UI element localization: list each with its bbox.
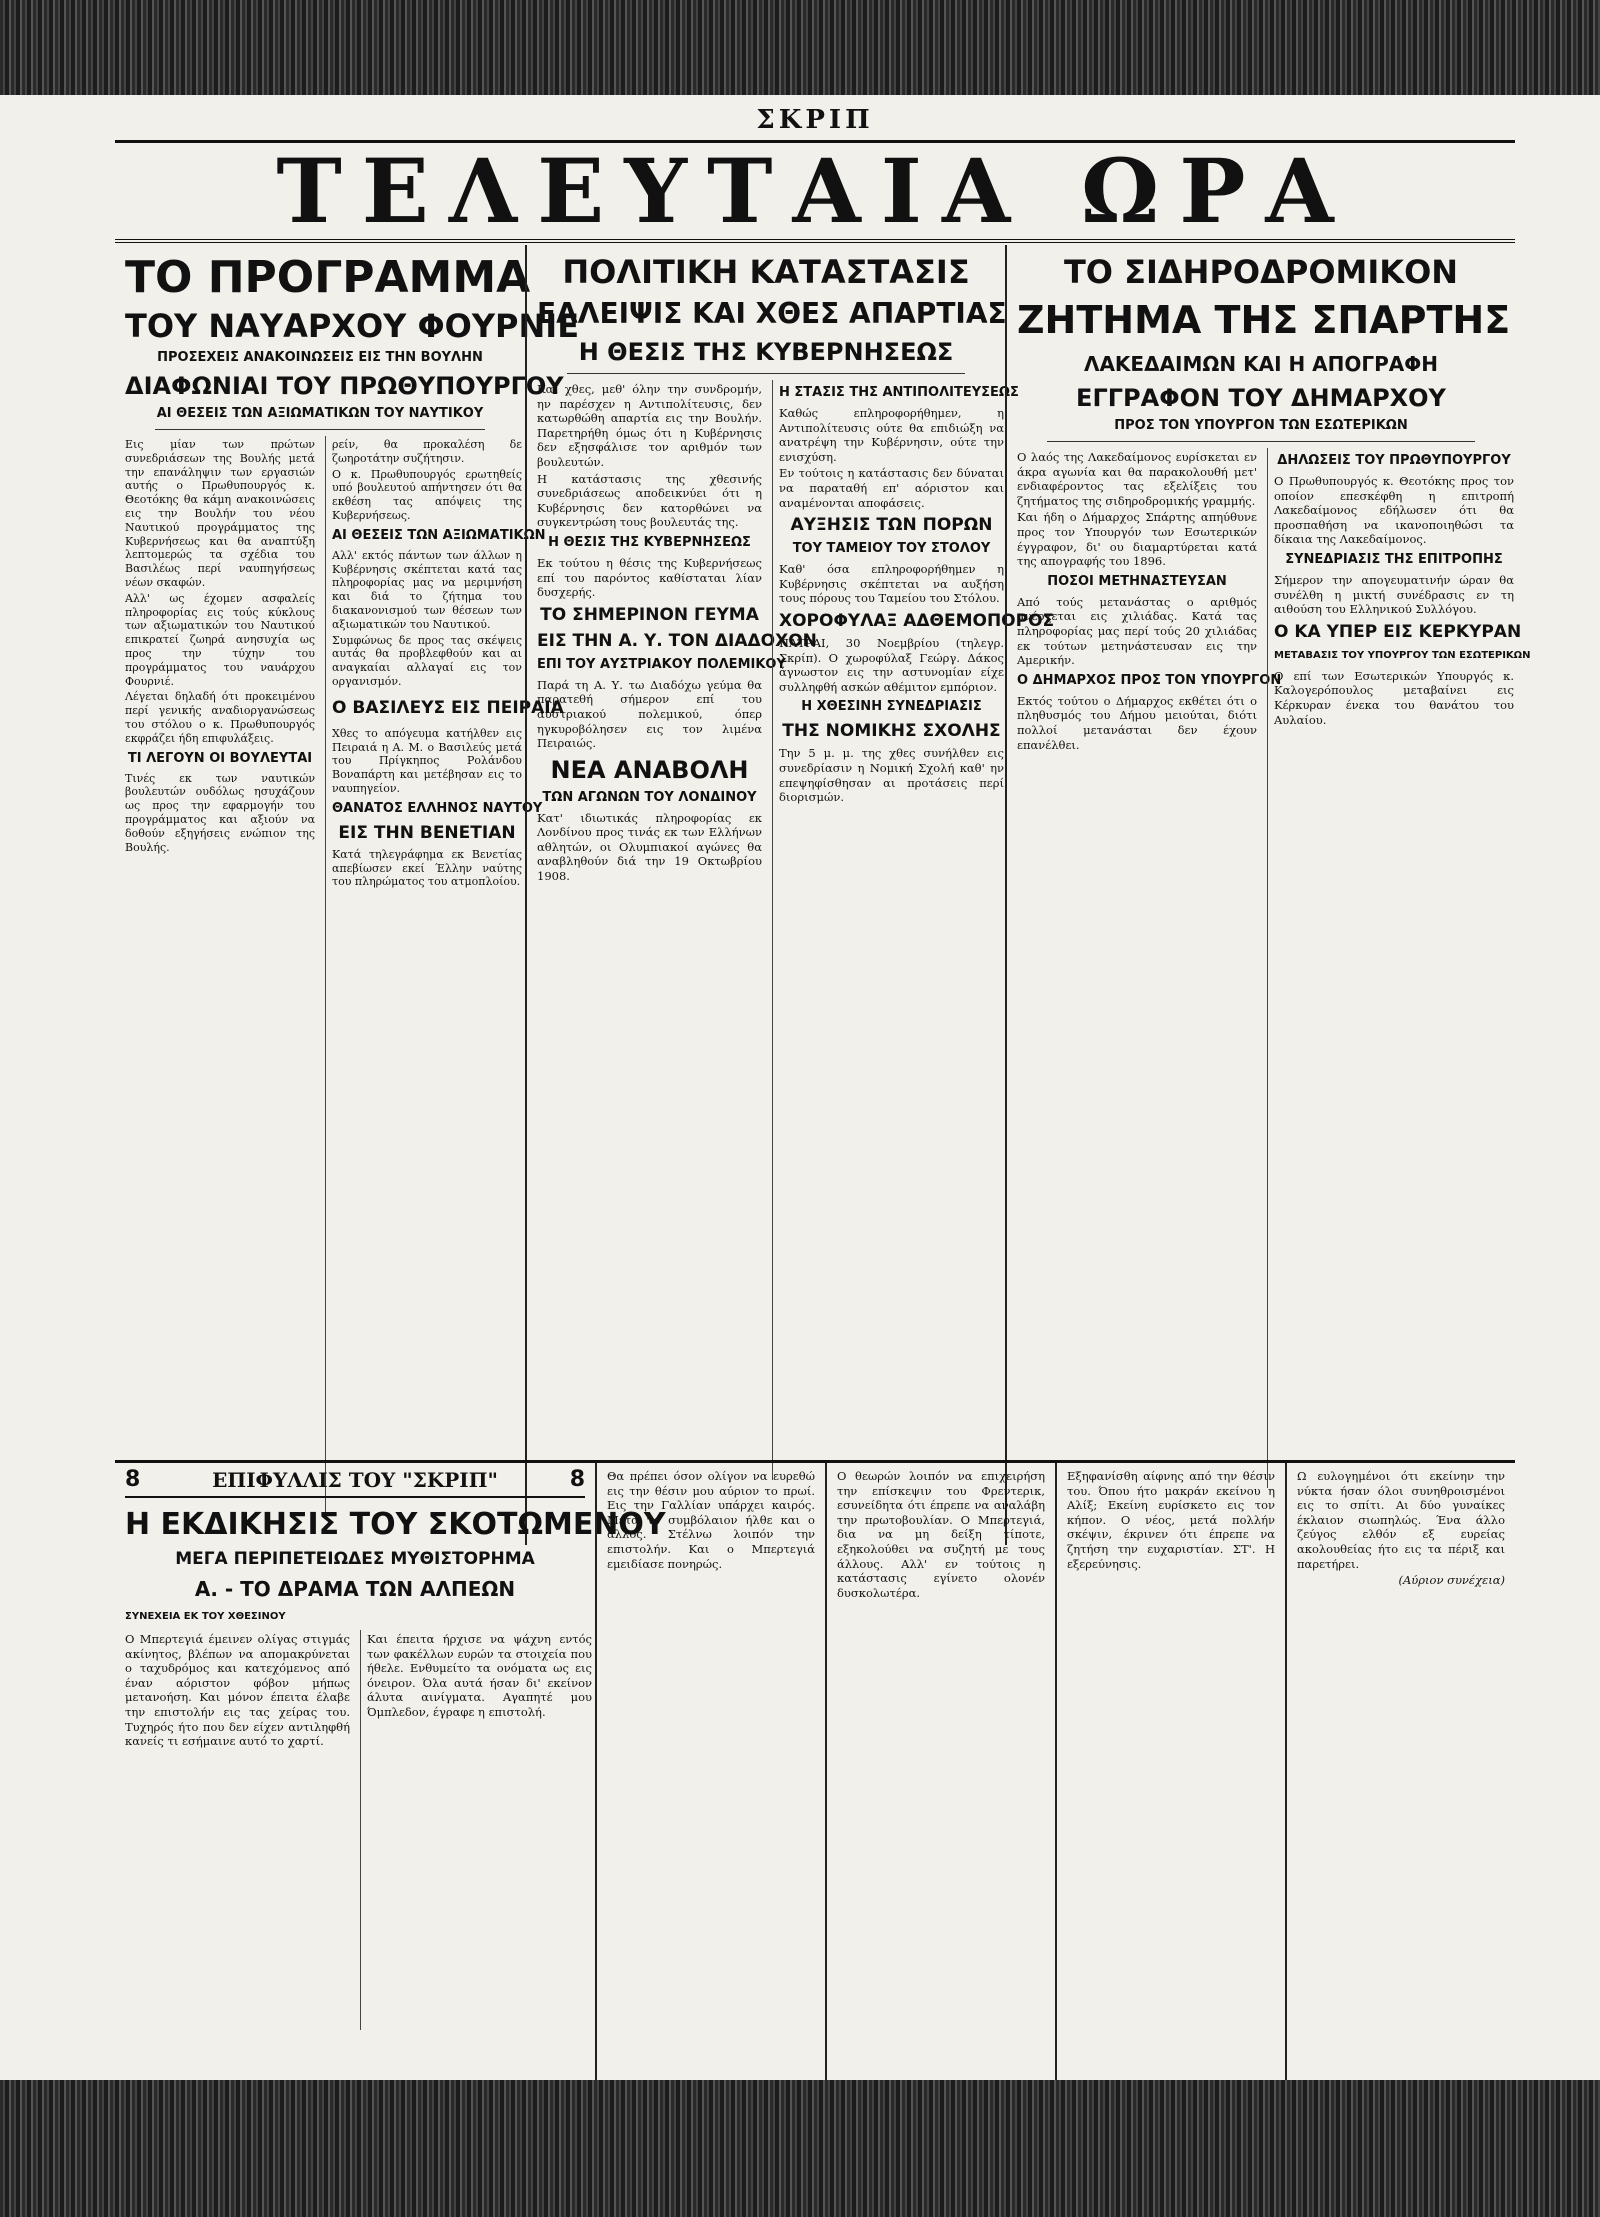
- subheadline: ΜΕΤΑΒΑΣΙΣ ΤΟΥ ΥΠΟΥΡΓΟΥ ΤΩΝ ΕΣΩΤΕΡΙΚΩΝ: [1274, 649, 1531, 661]
- feuilleton-column: [1055, 1463, 1285, 2083]
- feuilleton-title-column: [115, 1463, 666, 2083]
- novel-paragraph: Ο Μπερτεγιά έμεινεν ολίγας στιγμάς ακίνητος, βλέπων να απομακρύνεται ο ταχυδρόμος και κατεχόμενος από έναν αόριστον φόβον μήπως μετανοήση. Και μόνον έπειτα έλαβε την επιστολήν εις τας χείρας του. Τυχηρός ήτο που δεν είχεν αντιληφθή κανείς τι εσήμαινε αυτό το χαρτί.: [125, 1632, 350, 1749]
- article-paragraph: Αλλ' ως έχομεν ασφαλείς πληροφορίας εις τούς κύκλους των αξιωματικών του Ναυτικού επικρατεί ζωηρά ανησυχία ως προς την τύχην του προγράμματος του ναυάρχου Φουρνιέ.: [125, 591, 315, 688]
- novel-part: Α. - ΤΟ ΔΡΑΜΑ ΤΩΝ ΑΛΠΕΩΝ: [194, 1577, 516, 1601]
- continuation-note: ΣΥΝΕΧΕΙΑ ΕΚ ΤΟΥ ΧΘΕΣΙΝΟΥ: [125, 1611, 286, 1622]
- headline: ΘΑΝΑΤΟΣ ΕΛΛΗΝΟΣ ΝΑΥΤΟΥ: [332, 800, 543, 816]
- novel-paragraph: Και έπειτα ήρχισε να ψάχνη εντός των φακέλλων ευρών τα στοιχεία που ήθελε. Ενθυμείτο τα ονόματα ως εις όνειρον. Όλα αυτά ήσαν δι' εκείνον άλυτα αινίγματα. Αγαπητέ μου Όμπλεδον, έγραφε η επιστολή.: [367, 1632, 592, 1719]
- subheadline: ΑΙ ΘΕΣΕΙΣ ΤΩΝ ΑΞΙΩΜΑΤΙΚΩΝ ΤΟΥ ΝΑΥΤΙΚΟΥ: [156, 406, 484, 421]
- continuation-footer: (Αύριον συνέχεια): [1398, 1573, 1505, 1588]
- column-sparta: [1005, 245, 1531, 1545]
- column-fournier: [115, 245, 580, 1545]
- novel-paragraph: Εξηφανίσθη αίφνης από την θέσιν του. Όπου ήτο μακράν εκείνου η Αλίξ; Εκείνη ευρίσκετο εις τον κήπον. Ο νέος, μετά πολλήν σκέψιν, έκρινεν ότι έπρεπε να ζητήση την ευχαριστίαν. ΣΤ'. Η εξερεύνησις.: [1067, 1469, 1275, 1571]
- article-paragraph: Κατ' ιδιωτικάς πληροφορίας εκ Λονδίνου προς τινάς εκ των Ελλήνων αθλητών, οι Ολυμπιακοί αγώνες θα αναβληθούν διά την 19 Οκτωβρίου 1908.: [537, 810, 762, 884]
- subheadline: ΔΙΑΦΩΝΙΑΙ ΤΟΥ ΠΡΩΘΥΠΟΥΡΓΟΥ: [125, 372, 564, 400]
- headline: ΠΟΛΙΤΙΚΗ ΚΑΤΑΣΤΑΣΙΣ: [562, 253, 970, 291]
- section-heading: ΣΥΝΕΔΡΙΑΣΙΣ ΤΗΣ ΕΠΙΤΡΟΠΗΣ: [1285, 551, 1503, 567]
- article-paragraph: Ο επί των Εσωτερικών Υπουργός κ. Καλογερόπουλος μεταβαίνει εις Κέρκυραν ένεκα του θανάτου του Αυλαίου.: [1274, 668, 1514, 727]
- top-section: [115, 245, 1531, 1545]
- subheadline: ΠΡΟΣ ΤΟΝ ΥΠΟΥΡΓΟΝ ΤΩΝ ΕΣΩΤΕΡΙΚΩΝ: [1114, 418, 1408, 433]
- subheadline: ΕΓΓΡΑΦΟΝ ΤΟΥ ΔΗΜΑΡΧΟΥ: [1076, 384, 1446, 412]
- headline: ΑΥΞΗΣΙΣ ΤΩΝ ΠΟΡΩΝ: [790, 515, 993, 536]
- masthead-name: ΣΚΡΙΠ: [115, 100, 1515, 143]
- article-paragraph: Χθες το απόγευμα κατήλθεν εις Πειραιά η Α. Μ. ο Βασιλεύς μετά του Πρίγκηπος Ρολάνδου Βοναπάρτη και μετέβησαν εις το ναυπηγείον.: [332, 726, 522, 795]
- article-paragraph: Τινές εκ των ναυτικών βουλευτών ουδόλως ησυχάζουν ως προς την εφαρμογήν του προγράμματος και αξιούν να δοθούν εξηγήσεις ενώπιον της Βουλής.: [125, 771, 315, 854]
- divider: [155, 429, 485, 430]
- article-paragraph: Από τούς μετανάστας ο αριθμός ανέρχεται εις χιλιάδας. Κατά τας πληροφορίας μας περί τούς 20 χιλιάδας εκ τούτων μετηνάστευσαν εις την Αμερικήν.: [1017, 594, 1257, 668]
- article-paragraph: Ο κ. Πρωθυπουργός ερωτηθείς υπό βουλευτού απήντησεν ότι θα εκθέση τας απόψεις της Κυβερνήσεως.: [332, 467, 522, 522]
- article-paragraph: Λέγεται δηλαδή ότι προκειμένου περί γενικής αναδιοργανώσεως του στόλου ο κ. Πρωθυπουργός εκφράζει ήδη επιφυλάξεις.: [125, 690, 315, 745]
- headline: ΧΟΡΟΦΥΛΑΞ ΑΔΘΕΜΟΠΟΡΟΣ: [779, 610, 1055, 631]
- article-paragraph: Καθ' όσα επληροφορήθημεν η Κυβέρνησις σκέπτεται να αυξήση τους πόρους του Ταμείου του Στόλου.: [779, 562, 1004, 606]
- article-paragraph: Ο λαός της Λακεδαίμονος ευρίσκεται εν άκρα αγωνία και θα παρακολουθή μετ' ενδιαφέροντος τας εξελίξεις του ζητήματος της σιδηροδρομικής γραμμής.: [1017, 450, 1257, 508]
- novel-title: Η ΕΚΔΙΚΗΣΙΣ ΤΟΥ ΣΚΟΤΩΜΕΝΟΥ: [125, 1507, 666, 1542]
- feuilleton-header: [125, 1467, 585, 1498]
- article-paragraph: Η κατάστασις της χθεσινής συνεδριάσεως αποδεικνύει ότι η Κυβέρνησις δεν κατορθώνει να συγκεντρώση τους βουλευτάς της.: [537, 471, 762, 530]
- feuilleton-label: ΕΠΙΦΥΛΛΙΣ ΤΟΥ "ΣΚΡΙΠ": [212, 1467, 498, 1492]
- article-paragraph: Καθώς επληροφορήθημεν, η Αντιπολίτευσις ούτε θα επιδιώξη να ανατρέψη την Κυβέρνησιν, ούτε την ενισχύση.: [779, 406, 1004, 464]
- feuilleton-column: [1285, 1463, 1515, 2083]
- subheadline: ΤΩΝ ΑΓΩΝΩΝ ΤΟΥ ΛΟΝΔΙΝΟΥ: [542, 789, 757, 805]
- article-paragraph: Εν τούτοις η κατάστασις δεν δύναται να παραταθή επ' αόριστον και αναμένονται αποφάσεις.: [779, 466, 1004, 510]
- headline: Η ΧΘΕΣΙΝΗ ΣΥΝΕΔΡΙΑΣΙΣ: [801, 699, 982, 715]
- newspaper-page: [115, 100, 1531, 1749]
- article-paragraph: Εκτός τούτου ο Δήμαρχος εκθέτει ότι ο πληθυσμός του Δήμου μειούται, διότι πολλοί μετανάσται δεν έχουν επανέλθει.: [1017, 693, 1257, 752]
- subheadline: ΛΑΚΕΔΑΙΜΩΝ ΚΑΙ Η ΑΠΟΓΡΑΦΗ: [1083, 352, 1439, 376]
- article-paragraph: Εις μίαν των πρώτων συνεδριάσεων της Βουλής μετά την επανάληψιν των εργασιών αυτής ο Πρωθυπουργός κ. Θεοτόκης θα κάμη ανακοινώσεις εις την Βουλήν του νέου Ναυτικού προγράμματος της Κυβερνήσεως και θα αναπτύξη λεπτομερώς τα σχέδια του Βασιλέως περί ναυπηγήσεως νέων σκαφών.: [125, 438, 315, 589]
- headline: ΤΟ ΣΙΔΗΡΟΔΡΟΜΙΚΟΝ: [1063, 253, 1459, 291]
- article-paragraph: Σήμερον την απογευματινήν ώραν θα συνέλθη η μικτή συνέδρασις εν τη αιθούση του Ελληνικού Συλλόγου.: [1274, 572, 1514, 617]
- headline: Ο ΚΑ ΥΠΕΡ ΕΙΣ ΚΕΡΚΥΡΑΝ: [1274, 621, 1522, 642]
- headline: ΝΕΑ ΑΝΑΒΟΛΗ: [550, 755, 749, 784]
- headline: ΖΗΤΗΜΑ ΤΗΣ ΣΠΑΡΤΗΣ: [1017, 298, 1511, 342]
- article-paragraph: ρείν, θα προκαλέση δε ζωηροτάτην συζήτησιν.: [332, 438, 522, 465]
- page-number-left: 8: [125, 1467, 141, 1492]
- article-paragraph: Ο Πρωθυπουργός κ. Θεοτόκης προς τον οποίον επεσκέφθη η επιτροπή Λακεδαίμονος εδήλωσεν ότι θα προσπαθήση να ικανοποιηθώσι τα δίκαια της Λακεδαίμονος.: [1274, 474, 1514, 547]
- section-heading: ΤΙ ΛΕΓΟΥΝ ΟΙ ΒΟΥΛΕΥΤΑΙ: [127, 750, 313, 766]
- divider: [1047, 441, 1475, 442]
- novel-paragraph: Θα πρέπει όσον ολίγον να ευρεθώ εις την θέσιν μου αύριον το πρωί. Εις την Γαλλίαν υπάρχει καιρός. Μετά το συμβόλαιον ήλθε και ο άλλος. Στέλνω λοιπόν την επιστολήν. Και ο Μπερτεγιά εμειδίασε πονηρώς.: [607, 1469, 815, 1571]
- section-heading: ΔΗΛΩΣΕΙΣ ΤΟΥ ΠΡΩΘΥΠΟΥΡΓΟΥ: [1277, 453, 1511, 468]
- subheadline: Η ΘΕΣΙΣ ΤΗΣ ΚΥΒΕΡΝΗΣΕΩΣ: [578, 338, 954, 366]
- article-paragraph: Αλλ' εκτός πάντων των άλλων η Κυβέρνησις σκέπτεται κατά τας πληροφορίας μας να μεριμνήση και διά το ζήτημα του διακανονισμού των θέσεων των αξιωματικών του Ναυτικού.: [332, 548, 522, 631]
- novel-paragraph: Ω ευλογημένοι ότι εκείνην την νύκτα ήσαν όλοι συνηθροισμένοι εις το σπίτι. Αι δύο γυναίκες έκλαιον σιωπηλώς. Ένα άλλο ζεύγος ελθόν εξ ευρείας ακολουθείας ήτο εις τα πέριξ και παρετήρει.: [1297, 1469, 1505, 1571]
- article-paragraph: Και χθες, μεθ' όλην την συνδρομήν, ην παρέσχεν η Αντιπολίτευσις, δεν κατωρθώθη απαρτία εις την Βουλήν. Παρετηρήθη όμως ότι η Κυβέρνησις δεν εξησφάλισε τον αριθμόν των βουλευτών.: [537, 382, 762, 469]
- scan-edge-bottom: [0, 2080, 1600, 2217]
- article-paragraph: Συμφώνως δε προς τας σκέψεις αυτάς θα προβλεφθούν και αι αναγκαίαι αλλαγαί εις τον οργανισμόν.: [332, 633, 522, 688]
- subheadline: ΕΠΙ ΤΟΥ ΑΥΣΤΡΙΑΚΟΥ ΠΟΛΕΜΙΚΟΥ: [537, 656, 786, 672]
- article-paragraph: Και ήδη ο Δήμαρχος Σπάρτης απηύθυνε προς τον Υπουργόν των Εσωτερικών έγγραφον, δι' ου διαμαρτύρεται κατά της απογραφής του 1896.: [1017, 510, 1257, 569]
- headline: ΕΙΣ ΤΗΝ ΒΕΝΕΤΙΑΝ: [338, 822, 516, 843]
- headline: Ο ΒΑΣΙΛΕΥΣ ΕΙΣ ΠΕΙΡΑΙΑ: [332, 697, 564, 718]
- subheadline: ΤΟΥ ΤΑΜΕΙΟΥ ΤΟΥ ΣΤΟΛΟΥ: [792, 541, 991, 557]
- article-paragraph: Κατά τηλεγράφημα εκ Βενετίας απεβίωσεν εκεί Έλλην ναύτης του πληρώματος του ατμοπλοίου.: [332, 847, 522, 889]
- article-paragraph: Την 5 μ. μ. της χθες συνήλθεν εις συνεδρίασιν η Νομική Σχολή καθ' ην επεψηφίσθησαν αι προτάσεις περί διορισμών.: [779, 746, 1004, 805]
- section-heading: Ο ΔΗΜΑΡΧΟΣ ΠΡΟΣ ΤΟΝ ΥΠΟΥΡΓΟΝ: [1017, 672, 1282, 688]
- subheadline: ΠΡΟΣΕΧΕΙΣ ΑΝΑΚΟΙΝΩΣΕΙΣ ΕΙΣ ΤΗΝ ΒΟΥΛΗΝ: [157, 350, 483, 365]
- section-heading: ΑΙ ΘΕΣΕΙΣ ΤΩΝ ΑΞΙΩΜΑΤΙΚΩΝ: [332, 527, 546, 543]
- banner-title: ΤΕΛΕΥΤΑΙΑ ΩΡΑ: [115, 143, 1515, 243]
- article-paragraph: ΠΑΤΡΑΙ, 30 Νοεμβρίου (τηλεγρ. Σκρίπ). Ο χωροφύλαξ Γεώργ. Δάκος άγνωστον εις την αστυνομίαν είχε συλληφθή ασκών αθέμιτον εμπόριον.: [779, 635, 1004, 694]
- feuilleton-column: [595, 1463, 825, 2083]
- headline: ΤΟ ΠΡΟΓΡΑΜΜΑ: [125, 252, 531, 303]
- section-heading: Η ΣΤΑΣΙΣ ΤΗΣ ΑΝΤΙΠΟΛΙΤΕΥΣΕΩΣ: [779, 385, 1019, 400]
- divider: [567, 373, 965, 374]
- headline: ΤΟΥ ΝΑΥΑΡΧΟΥ ΦΟΥΡΝΙΕ: [125, 307, 580, 345]
- article-paragraph: Εκ τούτου η θέσις της Κυβερνήσεως επί του παρόντος καθίσταται λίαν δυσχερής.: [537, 555, 762, 600]
- section-heading: ΠΟΣΟΙ ΜΕΤΗΝΑΣΤΕΥΣΑΝ: [1047, 573, 1227, 589]
- feuilleton-column: [825, 1463, 1055, 2083]
- subheadline: ΤΗΣ ΝΟΜΙΚΗΣ ΣΧΟΛΗΣ: [782, 721, 1001, 742]
- novel-subtitle: ΜΕΓΑ ΠΕΡΙΠΕΤΕΙΩΔΕΣ ΜΥΘΙΣΤΟΡΗΜΑ: [175, 1549, 535, 1569]
- section-heading: Η ΘΕΣΙΣ ΤΗΣ ΚΥΒΕΡΝΗΣΕΩΣ: [548, 534, 751, 550]
- article-paragraph: Παρά τη Α. Υ. τω Διαδόχω γεύμα θα παρατεθή σήμερον επί του αυστριακού πολεμικού, όπερ ηγκυροβόλησεν εις τον λιμένα Πειραιώς.: [537, 677, 762, 751]
- novel-paragraph: Ο θεωρών λοιπόν να επιχειρήση την επίσκεψιν του Φρεντερικ, εσυνείδητα ότι έπρεπε να αναλάβη την πρωτοβουλίαν. Ο Μπερτεγιά, δια να μη δείξη τίποτε, εξηκολούθει να συζητή με τους άλλους. Αλλ' εν τούτοις η κατάστασις εγίνετο ολονέν δυσκολωτέρα.: [837, 1469, 1045, 1600]
- headline: ΕΛΛΕΙΨΙΣ ΚΑΙ ΧΘΕΣ ΑΠΑΡΤΙΑΣ: [537, 297, 1007, 330]
- feuilleton-section: [115, 1460, 1515, 2083]
- scan-edge-top: [0, 0, 1600, 95]
- headline: ΕΙΣ ΤΗΝ Α. Υ. ΤΟΝ ΔΙΑΔΟΧΟΝ: [537, 630, 817, 651]
- page-number-right: 8: [569, 1467, 585, 1492]
- headline: ΤΟ ΣΗΜΕΡΙΝΟΝ ΓΕΥΜΑ: [540, 604, 759, 625]
